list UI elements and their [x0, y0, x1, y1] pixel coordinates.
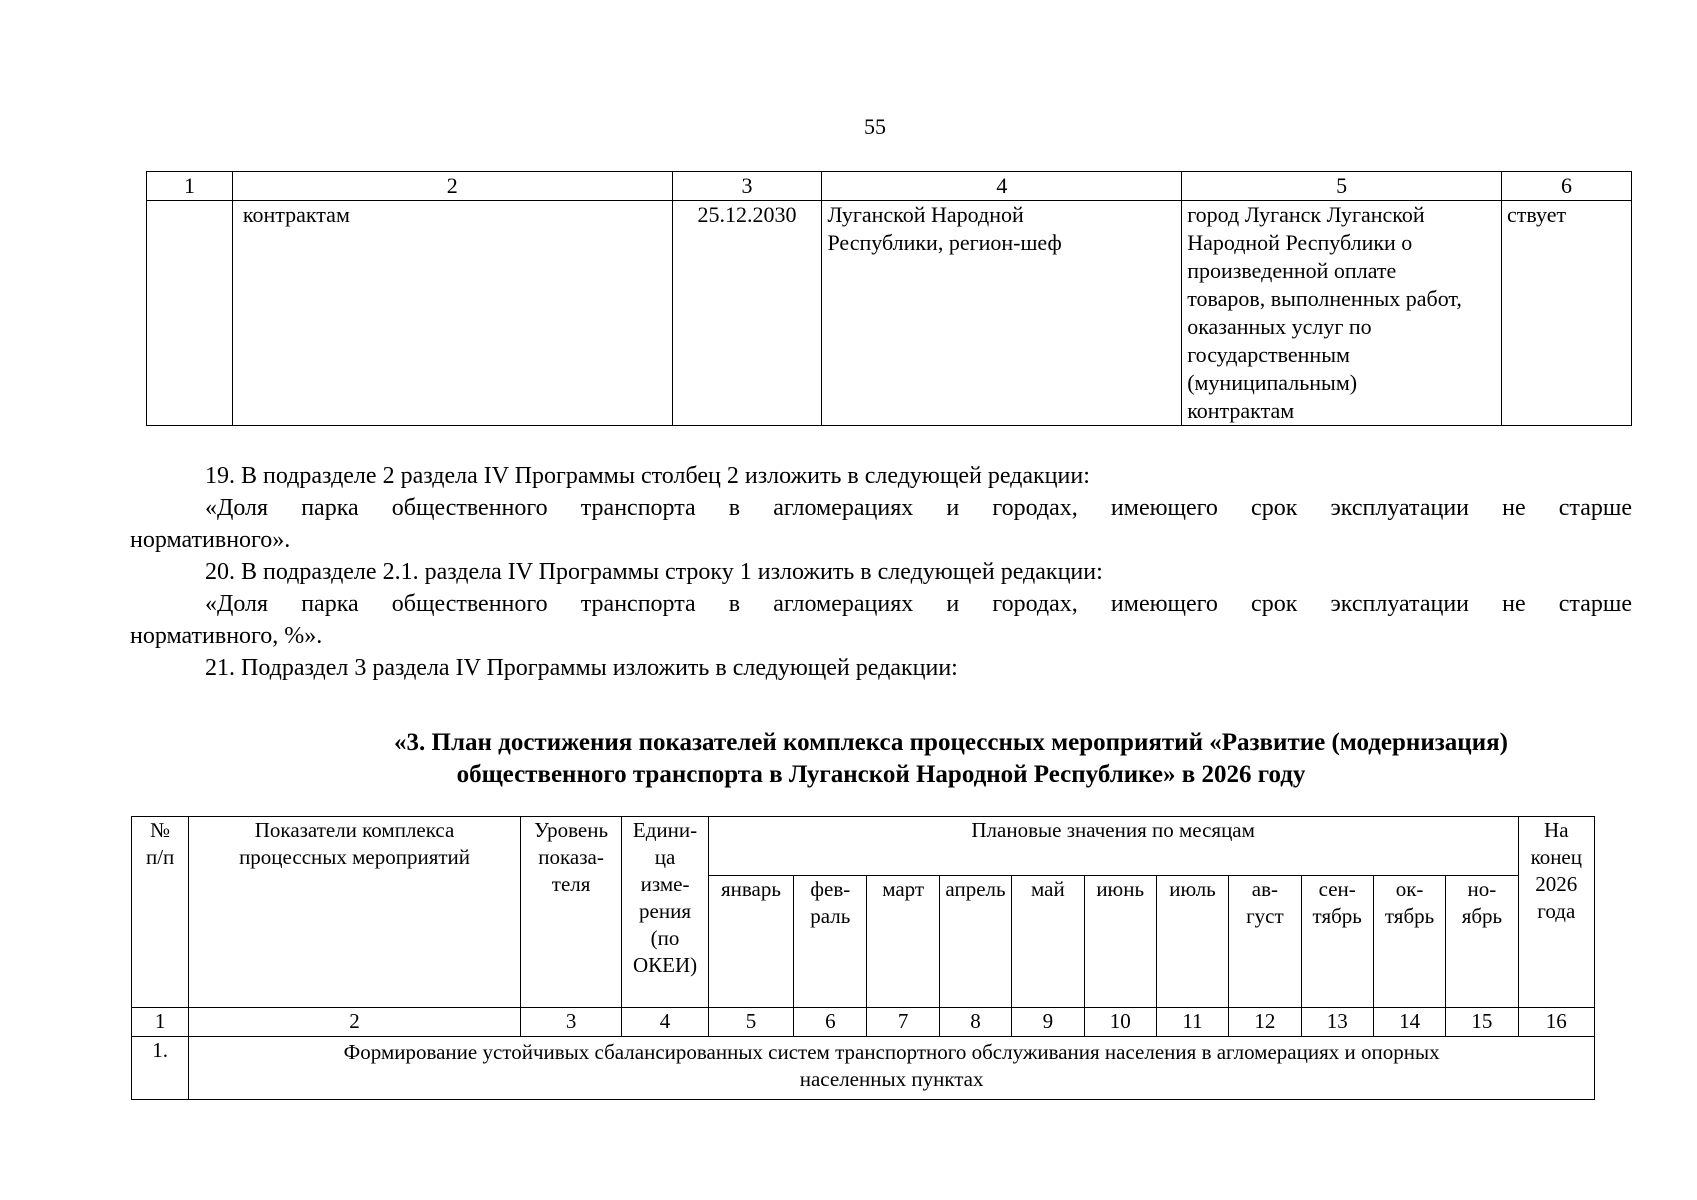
month-line: но-: [1467, 877, 1497, 902]
quote-20-line2: нормативного, %».: [130, 623, 323, 649]
header-planned-values: Плановые значения по месяцам: [708, 817, 1518, 876]
plan-table: [131, 816, 1595, 1100]
cell-text: контрактам: [232, 201, 672, 426]
column-number: 8: [939, 1008, 1011, 1037]
section-title-line2: общественного транспорта в Луганской Народной Республике» в 2026 году: [456, 761, 1306, 788]
col-header: 6: [1502, 172, 1632, 201]
header-line: процессных мероприятий: [239, 845, 471, 869]
header-line: Уровень: [534, 818, 609, 842]
section-title: [130, 727, 1632, 791]
month-header: [1301, 876, 1373, 1008]
header-line: 2026: [1535, 872, 1578, 896]
cell-date: 25.12.2030: [672, 201, 822, 426]
column-number: 12: [1229, 1008, 1301, 1037]
amendments-text: [130, 460, 1632, 684]
cell-line: Республики, регион-шеф: [827, 230, 1062, 255]
column-number: 16: [1518, 1008, 1594, 1037]
table-row: [132, 1037, 1595, 1100]
header-line: №: [150, 818, 171, 842]
column-number: 7: [867, 1008, 939, 1037]
month-header: [1084, 876, 1156, 1008]
month-line: фев-: [810, 877, 851, 902]
header-line: На: [1544, 818, 1569, 842]
continuation-table: [146, 171, 1632, 426]
month-line: ябрь: [1461, 904, 1503, 929]
month-header: [794, 876, 867, 1008]
col-header: 1: [147, 172, 233, 201]
paragraph-20: 20. В подразделе 2.1. раздела IV Программы строку 1 изложить в следующей редакции:: [205, 559, 1103, 585]
table-row: [147, 201, 1632, 426]
row-number: 1.: [132, 1037, 189, 1100]
month-line: тябрь: [1384, 904, 1435, 929]
column-number: 3: [520, 1008, 621, 1037]
cell-line: Народной Республики о: [1187, 230, 1413, 255]
header-line: Показатели комплекса: [254, 818, 455, 842]
cell-line: Луганской Народной: [827, 202, 1024, 227]
column-number: 5: [708, 1008, 793, 1037]
row-text-line: населенных пунктах: [799, 1067, 984, 1091]
cell-description: [1182, 201, 1502, 426]
month-header: [1156, 876, 1228, 1008]
month-header: [1012, 876, 1084, 1008]
cell-line: город Луганск Луганской: [1187, 202, 1425, 227]
column-numbers-row: [132, 1008, 1595, 1037]
header-line: показа-: [538, 845, 604, 869]
cell-line: контрактам: [1187, 398, 1295, 423]
header-line: ца: [654, 845, 676, 869]
month-header: [867, 876, 939, 1008]
header-line: конец: [1530, 845, 1582, 869]
header-line: п/п: [145, 845, 175, 869]
paragraph-19: 19. В подразделе 2 раздела IV Программы столбец 2 изложить в следующей редакции:: [205, 463, 1090, 489]
col-header: 2: [232, 172, 672, 201]
month-line: ок-: [1395, 877, 1424, 902]
month-line: раль: [810, 904, 851, 929]
col-header: 5: [1182, 172, 1502, 201]
header-indicators: [189, 817, 521, 1008]
month-header: [1229, 876, 1301, 1008]
header-line: теля: [551, 872, 591, 896]
month-line: густ: [1246, 904, 1284, 929]
header-line: года: [1537, 899, 1576, 923]
month-line: тябрь: [1312, 904, 1362, 929]
page-number: 55: [864, 114, 886, 139]
header-line: (по: [650, 926, 680, 950]
header-year-end: [1518, 817, 1594, 1008]
column-number: 1: [132, 1008, 189, 1037]
column-number: 14: [1373, 1008, 1445, 1037]
cell-text: ствует: [1502, 201, 1632, 426]
cell-line: товаров, выполненных работ,: [1187, 286, 1462, 311]
month-line: май: [1030, 877, 1065, 902]
continuation-table-header: [147, 172, 1632, 201]
month-line: ав-: [1251, 877, 1278, 902]
header-line: Едини-: [632, 818, 698, 842]
quote-19-line2: нормативного».: [130, 527, 291, 553]
header-level: [520, 817, 621, 1008]
month-header: [1446, 876, 1518, 1008]
row-text-line: Формирование устойчивых сбалансированных систем транспортного обслуживания населения в агломерациях и опорных: [343, 1040, 1440, 1064]
cell-number: [147, 201, 233, 426]
paragraph-21: 21. Подраздел 3 раздела IV Программы изложить в следующей редакции:: [205, 655, 958, 681]
col-header: 4: [822, 172, 1182, 201]
header-unit: [622, 817, 708, 1008]
column-number: 2: [189, 1008, 521, 1037]
quote-19-line1: «Доля парка общественного транспорта в агломерациях и городах, имеющего срок эксплуатации не старше: [205, 495, 1632, 521]
column-number: 11: [1156, 1008, 1228, 1037]
header-line: изме-: [640, 872, 690, 896]
section-title-line1: «3. План достижения показателей комплекса процессных мероприятий «Развитие (модернизация): [394, 729, 1508, 756]
month-line: июль: [1169, 877, 1216, 902]
month-header: [939, 876, 1011, 1008]
column-number: 10: [1084, 1008, 1156, 1037]
month-header: [708, 876, 793, 1008]
month-line: март: [882, 877, 925, 902]
header-number: [132, 817, 189, 1008]
row-section-text: [189, 1037, 1595, 1100]
column-number: 6: [794, 1008, 867, 1037]
quote-20-line1: «Доля парка общественного транспорта в агломерациях и городах, имеющего срок эксплуатации не старше: [205, 591, 1632, 617]
month-header: [1373, 876, 1445, 1008]
column-number: 4: [622, 1008, 708, 1037]
plan-table-header: [132, 817, 1595, 876]
month-line: сен-: [1318, 877, 1356, 902]
column-number: 9: [1012, 1008, 1084, 1037]
month-line: апрель: [945, 877, 1006, 902]
col-header: 3: [672, 172, 822, 201]
column-number: 15: [1446, 1008, 1518, 1037]
cell-line: государственным: [1187, 342, 1350, 367]
header-line: ОКЕИ): [632, 953, 698, 977]
header-line: рения: [639, 899, 692, 923]
month-line: июнь: [1096, 877, 1145, 902]
cell-responsible: [822, 201, 1182, 426]
column-number: 13: [1301, 1008, 1373, 1037]
cell-line: оказанных услуг по: [1187, 314, 1372, 339]
cell-line: (муниципальным): [1187, 370, 1358, 395]
cell-line: произведенной оплате: [1187, 258, 1397, 283]
month-line: январь: [720, 877, 781, 902]
